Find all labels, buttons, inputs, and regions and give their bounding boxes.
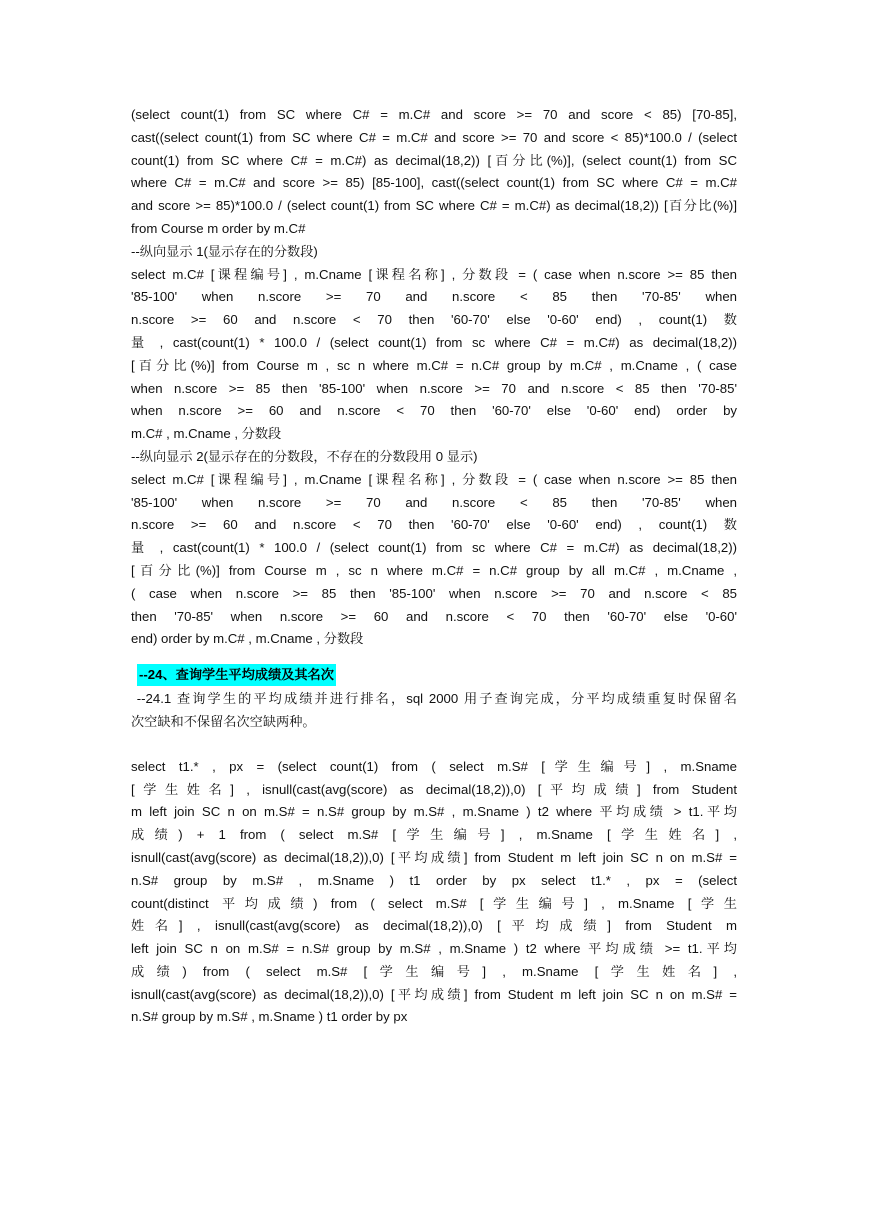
text-line: n.S# group by m.S# , m.Sname ) t1 order by px select t1.* , px = (select — [131, 872, 737, 888]
text-line: m left join SC n on m.S# = n.S# group by m.S# , m.Sname ) t2 where 平均成绩 > t1.平均 — [131, 804, 737, 820]
text-line: n.score >= 60 and n.score < 70 then '60-70' else '0-60' end) , count(1) 数 — [131, 517, 737, 533]
text-line: ( case when n.score >= 85 then '85-100' when n.score >= 70 and n.score < 85 — [131, 585, 737, 601]
text-line: '85-100' when n.score >= 70 and n.score < 85 then '70-85' when — [131, 494, 737, 510]
text-line: --24.1 查询学生的平均成绩并进行排名，sql 2000 用子查询完成，分平均成绩重复时保留名 — [131, 691, 737, 707]
section-heading: --24、查询学生平均成绩及其名次 — [137, 664, 336, 686]
text-line: where C# = m.C# and score >= 85) [85-100], cast((select count(1) from SC where C# = m.C# — [131, 175, 737, 191]
text-line: left join SC n on m.S# = n.S# group by m.S# , m.Sname ) t2 where 平均成绩 >= t1.平均 — [131, 941, 737, 957]
text-line: (select count(1) from SC where C# = m.C# and score >= 70 and score < 85) [70-85], — [131, 107, 737, 122]
text-line: [百分比(%)] from Course m , sc n where m.C# = n.C# group by all m.C# , m.Cname , — [131, 562, 737, 578]
document-page — [131, 104, 737, 1029]
text-line: and score >= 85)*100.0 / (select count(1) from SC where C# = m.C#) as decimal(18,2)) [百分比(%)] — [131, 198, 737, 214]
text-line: [百分比(%)] from Course m , sc n where m.C# = n.C# group by m.C# , m.Cname , ( case — [131, 357, 737, 373]
text-line: '85-100' when n.score >= 70 and n.score < 85 then '70-85' when — [131, 289, 737, 305]
sql-block-1 — [131, 104, 737, 651]
text-line: select t1.* , px = (select count(1) from ( select m.S# [学生编号] , m.Sname — [131, 758, 737, 774]
text-line: end) order by m.C# , m.Cname , 分数段 — [131, 631, 364, 647]
text-line: 量 , cast(count(1) * 100.0 / (select count(1) from sc where C# = m.C#) as decimal(18,2)) — [131, 334, 737, 350]
text-line: 量 , cast(count(1) * 100.0 / (select count(1) from sc where C# = m.C#) as decimal(18,2)) — [131, 540, 737, 556]
text-line: 姓名] , isnull(cast(avg(score) as decimal(18,2)),0) [平均成绩] from Student m — [131, 918, 737, 934]
text-line: count(1) from SC where C# = m.C#) as decimal(18,2)) [百分比(%)], (select count(1) from SC — [131, 152, 737, 168]
comment-line: --纵向显示 1(显示存在的分数段) — [131, 243, 318, 259]
text-line: isnull(cast(avg(score) as decimal(18,2)),0) [平均成绩] from Student m left join SC n on m.S# = — [131, 849, 737, 865]
section-heading-row — [131, 662, 737, 688]
text-line: m.C# , m.Cname , 分数段 — [131, 426, 282, 442]
text-line: 成绩) from ( select m.S# [学生编号] , m.Sname [学生姓名] , — [131, 963, 737, 979]
text-line: [学生姓名] , isnull(cast(avg(score) as decimal(18,2)),0) [平均成绩] from Student — [131, 781, 737, 797]
text-line: 成绩) + 1 from ( select m.S# [学生编号] , m.Sname [学生姓名] , — [131, 827, 737, 843]
text-line: cast((select count(1) from SC where C# = m.C# and score >= 70 and score < 85)*100.0 / (select — [131, 129, 737, 145]
text-line: when n.score >= 60 and n.score < 70 then '60-70' else '0-60' end) order by — [131, 403, 737, 419]
intro-paragraph — [131, 688, 737, 734]
text-line: then '70-85' when n.score >= 60 and n.score < 70 then '60-70' else '0-60' — [131, 608, 737, 624]
text-line: when n.score >= 85 then '85-100' when n.score >= 70 and n.score < 85 then '70-85' — [131, 380, 737, 396]
text-line: from Course m order by m.C# — [131, 220, 306, 236]
text-line: select m.C# [课程编号] , m.Cname [课程名称] , 分数段 = ( case when n.score >= 85 then — [131, 471, 737, 487]
text-line: select m.C# [课程编号] , m.Cname [课程名称] , 分数段 = ( case when n.score >= 85 then — [131, 266, 737, 282]
text-line: n.score >= 60 and n.score < 70 then '60-70' else '0-60' end) , count(1) 数 — [131, 312, 737, 328]
sql-block-2 — [131, 756, 737, 1030]
comment-line: --纵向显示 2(显示存在的分数段，不存在的分数段用 0 显示) — [131, 448, 478, 464]
text-line: n.S# group by m.S# , m.Sname ) t1 order by px — [131, 1009, 408, 1025]
text-line: 次空缺和不保留名次空缺两种。 — [131, 713, 316, 729]
text-line: isnull(cast(avg(score) as decimal(18,2)),0) [平均成绩] from Student m left join SC n on m.S# = — [131, 986, 737, 1002]
text-line: count(distinct 平均成绩) from ( select m.S# [学生编号] , m.Sname [学生 — [131, 895, 737, 911]
